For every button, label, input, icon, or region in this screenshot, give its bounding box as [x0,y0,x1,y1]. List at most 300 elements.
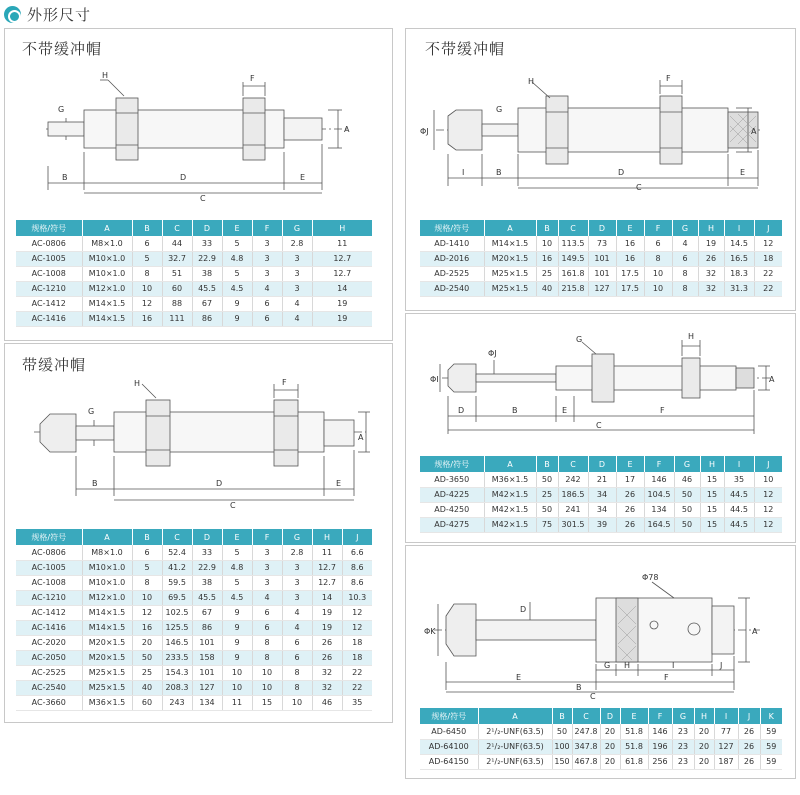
table-cell: 20 [694,754,714,769]
table-cell: 31.3 [724,281,754,296]
header-cell: G [672,708,694,724]
header-cell: J [754,456,782,472]
table-cell: 17.5 [616,281,644,296]
header-cell: I [724,456,754,472]
table-cell: 26 [738,724,760,739]
table-cell: M25×1.5 [82,680,132,695]
label-dia: Φ78 [642,573,659,582]
table-cell: 150 [552,754,572,769]
table-cell: 11 [222,695,252,710]
table-cell: 12 [754,502,782,517]
drawing-ad-large [412,330,782,438]
label-H: H [688,332,695,341]
table-cell: 247.8 [572,724,600,739]
table-cell: 134 [192,695,222,710]
table-cell: 9 [222,650,252,665]
table-cell: 8.6 [342,560,372,575]
table-cell: 46 [674,472,700,487]
label-F: F [282,378,287,387]
table-cell: 3 [282,575,312,590]
header-cell: I [714,708,738,724]
header-cell: K [760,708,782,724]
table-cell: 4.8 [222,560,252,575]
table-cell: 2.8 [282,236,312,251]
table-cell: 3 [282,560,312,575]
table-cell: 73 [588,236,616,251]
header-cell: D [588,456,616,472]
table-cell: 32 [698,266,724,281]
table-cell: 50 [536,472,558,487]
table-cell: 59 [760,724,782,739]
table-cell: 146 [648,724,672,739]
label-E: E [562,406,568,415]
table-cell: AC-0806 [16,545,82,560]
table-row [16,650,372,665]
table-cell: 111 [162,311,192,326]
drawing-ac-with-cap [30,376,370,511]
table-cell: 127 [588,281,616,296]
header-cell: A [484,220,536,236]
table-cell: 59 [760,739,782,754]
table-cell: 45.5 [192,590,222,605]
table-row [16,605,372,620]
table-row [16,620,372,635]
table-cell: 3 [252,236,282,251]
table-row [420,517,782,532]
table-cell: 8 [252,635,282,650]
table-cell: 101 [588,266,616,281]
table-cell: 50 [674,487,700,502]
table-cell: AD-3650 [420,472,484,487]
header-cell: H [700,456,724,472]
table-cell: 60 [132,695,162,710]
table-cell: 9 [222,296,252,311]
label-H: H [624,661,631,670]
table-row [16,560,372,575]
table-cell: M14×1.5 [82,605,132,620]
spec-table-ad-heavy [420,708,782,770]
table-cell: 6 [252,605,282,620]
header-cell: F [252,529,282,545]
label-K: ΦK [424,627,436,636]
table-cell: 15 [700,487,724,502]
table-cell: 38 [192,575,222,590]
table-cell: 6.6 [342,545,372,560]
table-row [420,266,782,281]
header-cell: I [724,220,754,236]
table-cell: M8×1.0 [82,236,132,251]
table-cell: 4.5 [222,590,252,605]
table-cell: 17.5 [616,266,644,281]
header-cell: G [282,220,312,236]
table-cell: 26 [312,635,342,650]
header-cell: E [222,220,252,236]
label-A: A [769,375,775,384]
table-cell: AD-2525 [420,266,484,281]
table-cell: 50 [552,724,572,739]
header-cell: A [82,529,132,545]
section-title-no-cap: 不带缓冲帽 [22,40,103,58]
table-cell: 12 [132,605,162,620]
label-E: E [740,168,746,177]
table-cell: M12×1.0 [82,590,132,605]
table-cell: 5 [222,236,252,251]
table-cell: 2.8 [282,545,312,560]
table-cell: 33 [192,236,222,251]
header-cell: B [132,529,162,545]
label-C: C [230,501,236,510]
table-cell: 208.3 [162,680,192,695]
table-cell: 3 [252,251,282,266]
table-cell: M36×1.5 [484,472,536,487]
table-row [420,502,782,517]
table-cell: 8.6 [342,575,372,590]
table-cell: 102.5 [162,605,192,620]
table-cell: 45.5 [192,281,222,296]
table-cell: 26 [312,650,342,665]
label-G: G [576,335,583,344]
table-cell: 26 [616,502,644,517]
label-A: A [752,627,758,636]
table-cell: 25 [536,266,558,281]
table-cell: 3 [252,266,282,281]
table-cell: M10×1.0 [82,251,132,266]
table-cell: 15 [252,695,282,710]
table-cell: 4 [252,590,282,605]
table-cell: M10×1.0 [82,560,132,575]
table-cell: 60 [162,281,192,296]
table-cell: 51.8 [620,724,648,739]
table-cell: 161.8 [558,266,588,281]
label-H: H [134,379,141,388]
header-cell: C [558,220,588,236]
table-cell: 3 [252,575,282,590]
table-cell: 59 [760,754,782,769]
table-cell: 15 [700,472,724,487]
section-title-ad-no-cap: 不带缓冲帽 [425,40,506,58]
table-cell: AD-4225 [420,487,484,502]
table-cell: 158 [192,650,222,665]
drawing-ac-no-cap [40,68,360,203]
table-row [16,281,372,296]
table-cell: 186.5 [558,487,588,502]
table-cell: 3 [252,560,282,575]
header-cell: E [616,456,644,472]
label-C: C [596,421,602,430]
header-cell: 规格/符号 [420,220,484,236]
header-cell: A [82,220,132,236]
table-cell: AD-2540 [420,281,484,296]
header-cell: B [536,220,558,236]
table-cell: 5 [222,266,252,281]
table-cell: 6 [672,251,698,266]
label-C: C [200,194,206,203]
table-cell: 6 [282,650,312,665]
table-cell: 11 [312,236,372,251]
table-cell: 25 [536,487,558,502]
table-cell: 15 [700,517,724,532]
table-cell: 134 [644,502,674,517]
label-D: D [216,479,223,488]
table-cell: AC-1416 [16,620,82,635]
table-cell: M42×1.5 [484,487,536,502]
table-cell: 8 [282,680,312,695]
header-cell: F [644,456,674,472]
table-row [16,266,372,281]
table-cell: 86 [192,311,222,326]
table-cell: 16 [536,251,558,266]
table-cell: 22 [342,680,372,695]
table-cell: 19 [312,311,372,326]
table-cell: M25×1.5 [484,281,536,296]
table-cell: 16 [132,620,162,635]
table-cell: 12 [754,236,782,251]
table-cell: 23 [672,724,694,739]
table-cell: 69.5 [162,590,192,605]
table-cell: 22.9 [192,560,222,575]
table-cell: 12 [342,620,372,635]
table-cell: 51.8 [620,739,648,754]
table-cell: 104.5 [644,487,674,502]
table-cell: 14.5 [724,236,754,251]
table-cell: 6 [282,635,312,650]
label-F: F [666,74,671,83]
table-cell: 467.8 [572,754,600,769]
label-G: G [58,105,65,114]
table-cell: 187 [714,754,738,769]
label-H: H [528,77,535,86]
header-cell: G [672,220,698,236]
table-cell: 44.5 [724,502,754,517]
table-cell: AC-1412 [16,296,82,311]
table-cell: 12 [754,487,782,502]
table-cell: 26 [738,739,760,754]
drawing-ad-no-cap [412,72,762,194]
table-cell: M20×1.5 [82,635,132,650]
header-cell: E [616,220,644,236]
table-cell: 19 [312,605,342,620]
table-cell: 32 [312,680,342,695]
table-cell: 44.5 [724,487,754,502]
label-F: F [250,74,255,83]
table-cell: M14×1.5 [484,236,536,251]
table-cell: 34 [588,502,616,517]
table-cell: M8×1.0 [82,545,132,560]
header-cell: 规格/符号 [420,456,484,472]
table-row [16,296,372,311]
table-cell: 26 [616,517,644,532]
table-cell: M20×1.5 [484,251,536,266]
table-cell: 46 [312,695,342,710]
table-row [16,590,372,605]
table-cell: AC-1005 [16,560,82,575]
header-cell: D [192,529,222,545]
label-G: G [604,661,611,670]
header-cell: C [558,456,588,472]
table-cell: M14×1.5 [82,296,132,311]
header-cell: J [342,529,372,545]
section-icon [4,6,21,23]
table-cell: M20×1.5 [82,650,132,665]
header-cell: B [536,456,558,472]
table-cell: 26 [698,251,724,266]
table-cell: AD-2016 [420,251,484,266]
table-cell: AD-64100 [420,739,478,754]
header-cell: 规格/符号 [420,708,478,724]
table-row [16,545,372,560]
table-cell: 22 [754,266,782,281]
table-cell: M12×1.0 [82,281,132,296]
label-B: B [496,168,502,177]
table-cell: 40 [536,281,558,296]
table-cell: M42×1.5 [484,517,536,532]
label-I: I [672,661,675,670]
table-cell: 50 [674,502,700,517]
table-cell: 34 [588,487,616,502]
table-cell: 16 [616,236,644,251]
table-cell: M25×1.5 [82,665,132,680]
label-C: C [590,692,596,700]
table-cell: 127 [714,739,738,754]
table-cell: 50 [132,650,162,665]
table-cell: AC-1416 [16,311,82,326]
table-cell: 101 [192,635,222,650]
table-cell: 10 [132,281,162,296]
table-cell: 233.5 [162,650,192,665]
table-row [16,251,372,266]
header-cell: E [222,529,252,545]
header-cell: H [312,220,372,236]
table-cell: 20 [694,724,714,739]
table-cell: M10×1.0 [82,266,132,281]
table-cell: 32 [698,281,724,296]
table-cell: 10 [754,472,782,487]
table-cell: 4 [282,620,312,635]
table-cell: 101 [588,251,616,266]
header-cell: E [620,708,648,724]
table-row [420,754,782,769]
table-row [16,665,372,680]
table-cell: 19 [698,236,724,251]
header-cell: C [162,220,192,236]
table-cell: 50 [674,517,700,532]
table-cell: 125.5 [162,620,192,635]
label-A: A [751,127,757,136]
label-A: A [344,125,350,134]
table-cell: 67 [192,296,222,311]
label-B: B [512,406,518,415]
table-cell: 86 [192,620,222,635]
table-cell: 4 [282,605,312,620]
label-B: B [62,173,68,182]
table-cell: 10.3 [342,590,372,605]
table-row [16,575,372,590]
header-cell: 规格/符号 [16,529,82,545]
header-cell: J [754,220,782,236]
table-cell: 19 [312,296,372,311]
table-cell: 5 [222,545,252,560]
label-F: F [660,406,665,415]
table-cell: M14×1.5 [82,311,132,326]
table-cell: 33 [192,545,222,560]
table-cell: 146.5 [162,635,192,650]
table-cell: 3 [282,266,312,281]
table-cell: M10×1.0 [82,575,132,590]
table-cell: AC-3660 [16,695,82,710]
table-cell: 22 [342,665,372,680]
table-cell: 26 [616,487,644,502]
spec-table-ad-no-cap [420,220,782,297]
table-cell: 10 [252,680,282,695]
header-cell: F [648,708,672,724]
table-cell: AC-2020 [16,635,82,650]
table-cell: 19 [312,620,342,635]
table-cell: 154.3 [162,665,192,680]
table-cell: 215.8 [558,281,588,296]
table-cell: 10 [644,281,672,296]
header-cell: G [674,456,700,472]
table-cell: 38 [192,266,222,281]
table-cell: 3 [282,251,312,266]
label-D: D [520,605,527,614]
table-cell: 25 [132,665,162,680]
header-cell: A [478,708,552,724]
table-cell: 12.7 [312,560,342,575]
table-cell: 15 [700,502,724,517]
label-I: I [462,168,465,177]
table-cell: 23 [672,754,694,769]
table-cell: 2¹/₂-UNF(63.5) [478,754,552,769]
table-cell: 77 [714,724,738,739]
table-cell: 4 [282,311,312,326]
table-cell: 243 [162,695,192,710]
header-cell: H [698,220,724,236]
table-row [420,236,782,251]
table-cell: 23 [672,739,694,754]
table-cell: 8 [252,650,282,665]
table-cell: 10 [132,590,162,605]
section-title-with-cap: 带缓冲帽 [22,356,87,374]
table-cell: 256 [648,754,672,769]
table-cell: 16.5 [724,251,754,266]
table-cell: 8 [672,281,698,296]
table-cell: 10 [282,695,312,710]
header-cell: D [600,708,620,724]
table-row [16,635,372,650]
table-row [16,311,372,326]
header-cell: C [162,529,192,545]
table-cell: 196 [648,739,672,754]
table-cell: AC-1008 [16,575,82,590]
table-cell: AC-1005 [16,251,82,266]
table-cell: 18 [342,635,372,650]
table-cell: AD-64150 [420,754,478,769]
spec-table-ac-with-cap [16,529,372,711]
table-cell: 4 [252,281,282,296]
header-cell: D [588,220,616,236]
table-cell: 347.8 [572,739,600,754]
table-cell: 20 [132,635,162,650]
table-cell: 5 [222,575,252,590]
table-cell: 101 [192,665,222,680]
label-B: B [576,683,582,692]
table-cell: 14 [312,281,372,296]
table-cell: 4 [672,236,698,251]
table-cell: 10 [222,665,252,680]
table-cell: 17 [616,472,644,487]
table-cell: M25×1.5 [484,266,536,281]
table-cell: 44.5 [724,517,754,532]
